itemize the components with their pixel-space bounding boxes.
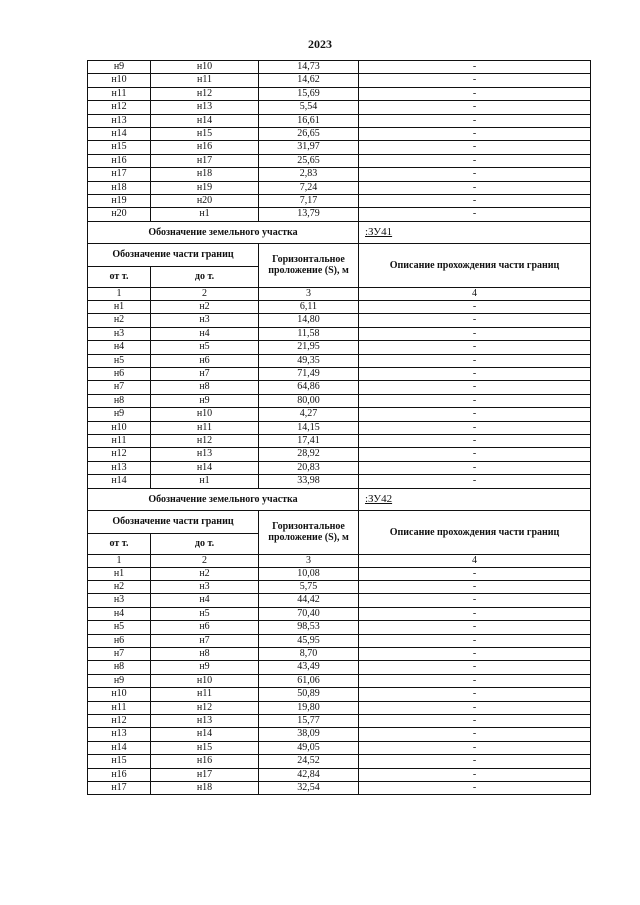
distance-cell: 17,41 <box>259 434 359 447</box>
description-cell: - <box>359 461 591 474</box>
to-point-cell: н8 <box>151 648 259 661</box>
distance-cell: 49,05 <box>259 741 359 754</box>
to-point-cell: н10 <box>151 674 259 687</box>
description-cell: - <box>359 381 591 394</box>
table-row <box>88 208 591 221</box>
distance-cell: 15,69 <box>259 87 359 100</box>
description-cell: - <box>359 354 591 367</box>
from-point-cell: н8 <box>88 661 151 674</box>
table-row <box>88 782 591 795</box>
from-point-cell: н9 <box>88 408 151 421</box>
table-row <box>88 580 591 593</box>
description-cell: - <box>359 594 591 607</box>
to-point-cell: н12 <box>151 434 259 447</box>
description-cell: - <box>359 648 591 661</box>
description-cell: - <box>359 408 591 421</box>
distance-cell: 42,84 <box>259 768 359 781</box>
distance-cell: 49,35 <box>259 354 359 367</box>
table-row <box>88 154 591 167</box>
from-point-cell: н11 <box>88 87 151 100</box>
distance-cell: 13,79 <box>259 208 359 221</box>
horizontal-distance-header: Горизонтальное проложение (S), м <box>259 243 359 287</box>
from-point-cell: н18 <box>88 181 151 194</box>
from-point-cell: н3 <box>88 594 151 607</box>
description-header: Описание прохождения части границ <box>359 243 591 287</box>
land-plot-code: :ЗУ42 <box>359 488 591 510</box>
from-point-cell: н13 <box>88 461 151 474</box>
from-point-cell: н15 <box>88 141 151 154</box>
table-row <box>88 87 591 100</box>
description-cell: - <box>359 715 591 728</box>
distance-cell: 38,09 <box>259 728 359 741</box>
to-point-cell: н10 <box>151 61 259 74</box>
from-point-cell: н6 <box>88 634 151 647</box>
to-point-cell: н2 <box>151 300 259 313</box>
distance-cell: 33,98 <box>259 475 359 488</box>
description-cell: - <box>359 87 591 100</box>
table-row <box>88 594 591 607</box>
to-point-cell: н3 <box>151 314 259 327</box>
description-cell: - <box>359 181 591 194</box>
description-cell: - <box>359 688 591 701</box>
description-cell: - <box>359 607 591 620</box>
table-row <box>88 448 591 461</box>
distance-cell: 64,86 <box>259 381 359 394</box>
from-point-cell: н7 <box>88 648 151 661</box>
to-point-cell: н19 <box>151 181 259 194</box>
to-point-cell: н11 <box>151 421 259 434</box>
description-cell: - <box>359 661 591 674</box>
table-row <box>88 475 591 488</box>
table-row <box>88 674 591 687</box>
from-point-cell: н5 <box>88 621 151 634</box>
from-point-cell: н13 <box>88 114 151 127</box>
distance-cell: 44,42 <box>259 594 359 607</box>
description-cell: - <box>359 168 591 181</box>
distance-cell: 5,75 <box>259 580 359 593</box>
from-point-cell: н14 <box>88 128 151 141</box>
to-point-cell: н15 <box>151 741 259 754</box>
distance-cell: 31,97 <box>259 141 359 154</box>
description-cell: - <box>359 475 591 488</box>
table-row <box>88 741 591 754</box>
part-designation-header: Обозначение части границ <box>88 510 259 533</box>
description-cell: - <box>359 768 591 781</box>
to-point-cell: н15 <box>151 128 259 141</box>
from-point-cell: н17 <box>88 782 151 795</box>
table-row <box>88 354 591 367</box>
distance-cell: 28,92 <box>259 448 359 461</box>
to-point-cell: н4 <box>151 327 259 340</box>
from-point-cell: н3 <box>88 327 151 340</box>
to-point-cell: н16 <box>151 755 259 768</box>
column-number: 3 <box>259 287 359 300</box>
description-cell: - <box>359 434 591 447</box>
column-number: 1 <box>88 554 151 567</box>
table-row <box>88 434 591 447</box>
from-point-cell: н16 <box>88 768 151 781</box>
section-title-row <box>88 221 591 243</box>
from-point-cell: н15 <box>88 755 151 768</box>
table-row <box>88 768 591 781</box>
table-row <box>88 607 591 620</box>
from-point-cell: н17 <box>88 168 151 181</box>
from-point-cell: н9 <box>88 674 151 687</box>
description-cell: - <box>359 728 591 741</box>
to-point-cell: н1 <box>151 208 259 221</box>
description-cell: - <box>359 195 591 208</box>
to-point-cell: н20 <box>151 195 259 208</box>
header-row <box>88 510 591 533</box>
distance-cell: 32,54 <box>259 782 359 795</box>
column-number: 3 <box>259 554 359 567</box>
table-row <box>88 728 591 741</box>
to-point-cell: н14 <box>151 461 259 474</box>
to-point-cell: н9 <box>151 394 259 407</box>
from-point-cell: н12 <box>88 715 151 728</box>
distance-cell: 15,77 <box>259 715 359 728</box>
to-point-header: до т. <box>151 533 259 554</box>
distance-cell: 21,95 <box>259 341 359 354</box>
distance-cell: 5,54 <box>259 101 359 114</box>
from-point-cell: н8 <box>88 394 151 407</box>
to-point-cell: н8 <box>151 381 259 394</box>
from-point-header: от т. <box>88 266 151 287</box>
to-point-cell: н11 <box>151 688 259 701</box>
to-point-cell: н16 <box>151 141 259 154</box>
distance-cell: 43,49 <box>259 661 359 674</box>
distance-cell: 11,58 <box>259 327 359 340</box>
table-row <box>88 567 591 580</box>
land-plot-label: Обозначение земельного участка <box>88 221 359 243</box>
distance-cell: 14,73 <box>259 61 359 74</box>
table-row <box>88 661 591 674</box>
description-cell: - <box>359 741 591 754</box>
horizontal-distance-header: Горизонтальное проложение (S), м <box>259 510 359 554</box>
description-cell: - <box>359 580 591 593</box>
description-cell: - <box>359 114 591 127</box>
to-point-cell: н11 <box>151 74 259 87</box>
to-point-cell: н5 <box>151 341 259 354</box>
from-point-cell: н14 <box>88 741 151 754</box>
to-point-cell: н2 <box>151 567 259 580</box>
to-point-cell: н6 <box>151 621 259 634</box>
distance-cell: 14,15 <box>259 421 359 434</box>
distance-cell: 45,95 <box>259 634 359 647</box>
table-row <box>88 701 591 714</box>
table-row <box>88 394 591 407</box>
distance-cell: 7,24 <box>259 181 359 194</box>
from-point-cell: н16 <box>88 154 151 167</box>
column-number: 4 <box>359 287 591 300</box>
from-point-cell: н20 <box>88 208 151 221</box>
description-cell: - <box>359 701 591 714</box>
table-row <box>88 648 591 661</box>
column-number: 1 <box>88 287 151 300</box>
description-cell: - <box>359 300 591 313</box>
table-row <box>88 367 591 380</box>
to-point-cell: н18 <box>151 782 259 795</box>
table-row <box>88 381 591 394</box>
distance-cell: 50,89 <box>259 688 359 701</box>
to-point-cell: н13 <box>151 448 259 461</box>
distance-cell: 80,00 <box>259 394 359 407</box>
table-row <box>88 755 591 768</box>
from-point-cell: н19 <box>88 195 151 208</box>
part-designation-header: Обозначение части границ <box>88 243 259 266</box>
description-cell: - <box>359 394 591 407</box>
table-row <box>88 621 591 634</box>
to-point-cell: н17 <box>151 154 259 167</box>
from-point-cell: н2 <box>88 314 151 327</box>
description-cell: - <box>359 154 591 167</box>
from-point-cell: н13 <box>88 728 151 741</box>
description-header: Описание прохождения части границ <box>359 510 591 554</box>
description-cell: - <box>359 621 591 634</box>
description-cell: - <box>359 314 591 327</box>
table-row <box>88 114 591 127</box>
table-row <box>88 181 591 194</box>
description-cell: - <box>359 141 591 154</box>
boundary-table-body <box>88 61 591 795</box>
distance-cell: 24,52 <box>259 755 359 768</box>
from-point-cell: н10 <box>88 688 151 701</box>
table-row <box>88 128 591 141</box>
column-number-row <box>88 554 591 567</box>
column-number: 2 <box>151 287 259 300</box>
description-cell: - <box>359 341 591 354</box>
to-point-cell: н14 <box>151 728 259 741</box>
description-cell: - <box>359 634 591 647</box>
table-row <box>88 461 591 474</box>
description-cell: - <box>359 567 591 580</box>
to-point-cell: н14 <box>151 114 259 127</box>
from-point-cell: н4 <box>88 341 151 354</box>
to-point-cell: н4 <box>151 594 259 607</box>
description-cell: - <box>359 367 591 380</box>
from-point-cell: н2 <box>88 580 151 593</box>
column-number: 2 <box>151 554 259 567</box>
distance-cell: 26,65 <box>259 128 359 141</box>
description-cell: - <box>359 755 591 768</box>
table-row <box>88 300 591 313</box>
from-point-cell: н1 <box>88 567 151 580</box>
distance-cell: 25,65 <box>259 154 359 167</box>
to-point-cell: н12 <box>151 701 259 714</box>
to-point-cell: н7 <box>151 634 259 647</box>
table-row <box>88 634 591 647</box>
description-cell: - <box>359 101 591 114</box>
distance-cell: 61,06 <box>259 674 359 687</box>
distance-cell: 19,80 <box>259 701 359 714</box>
table-row <box>88 327 591 340</box>
to-point-cell: н9 <box>151 661 259 674</box>
description-cell: - <box>359 782 591 795</box>
distance-cell: 14,80 <box>259 314 359 327</box>
from-point-cell: н9 <box>88 61 151 74</box>
land-plot-label: Обозначение земельного участка <box>88 488 359 510</box>
page-number: 2023 <box>308 37 332 51</box>
to-point-cell: н18 <box>151 168 259 181</box>
distance-cell: 7,17 <box>259 195 359 208</box>
description-cell: - <box>359 128 591 141</box>
description-cell: - <box>359 327 591 340</box>
from-point-header: от т. <box>88 533 151 554</box>
to-point-cell: н1 <box>151 475 259 488</box>
description-cell: - <box>359 61 591 74</box>
to-point-cell: н13 <box>151 101 259 114</box>
distance-cell: 2,83 <box>259 168 359 181</box>
from-point-cell: н11 <box>88 434 151 447</box>
distance-cell: 16,61 <box>259 114 359 127</box>
to-point-cell: н6 <box>151 354 259 367</box>
section-title-row <box>88 488 591 510</box>
distance-cell: 14,62 <box>259 74 359 87</box>
description-cell: - <box>359 74 591 87</box>
from-point-cell: н7 <box>88 381 151 394</box>
from-point-cell: н14 <box>88 475 151 488</box>
table-row <box>88 168 591 181</box>
from-point-cell: н1 <box>88 300 151 313</box>
table-row <box>88 421 591 434</box>
from-point-cell: н6 <box>88 367 151 380</box>
to-point-header: до т. <box>151 266 259 287</box>
from-point-cell: н12 <box>88 448 151 461</box>
from-point-cell: н10 <box>88 421 151 434</box>
distance-cell: 98,53 <box>259 621 359 634</box>
table-row <box>88 715 591 728</box>
from-point-cell: н12 <box>88 101 151 114</box>
to-point-cell: н10 <box>151 408 259 421</box>
distance-cell: 4,27 <box>259 408 359 421</box>
distance-cell: 70,40 <box>259 607 359 620</box>
table-row <box>88 408 591 421</box>
to-point-cell: н7 <box>151 367 259 380</box>
table-row <box>88 101 591 114</box>
header-row <box>88 243 591 266</box>
description-cell: - <box>359 674 591 687</box>
from-point-cell: н5 <box>88 354 151 367</box>
description-cell: - <box>359 208 591 221</box>
table-row <box>88 74 591 87</box>
table-row <box>88 195 591 208</box>
to-point-cell: н5 <box>151 607 259 620</box>
table-row <box>88 314 591 327</box>
from-point-cell: н11 <box>88 701 151 714</box>
from-point-cell: н10 <box>88 74 151 87</box>
to-point-cell: н3 <box>151 580 259 593</box>
to-point-cell: н13 <box>151 715 259 728</box>
to-point-cell: н12 <box>151 87 259 100</box>
table-row <box>88 688 591 701</box>
distance-cell: 6,11 <box>259 300 359 313</box>
land-plot-code: :ЗУ41 <box>359 221 591 243</box>
distance-cell: 8,70 <box>259 648 359 661</box>
description-cell: - <box>359 448 591 461</box>
column-number-row <box>88 287 591 300</box>
boundary-table <box>87 60 591 795</box>
distance-cell: 71,49 <box>259 367 359 380</box>
distance-cell: 20,83 <box>259 461 359 474</box>
distance-cell: 10,08 <box>259 567 359 580</box>
table-row <box>88 341 591 354</box>
to-point-cell: н17 <box>151 768 259 781</box>
description-cell: - <box>359 421 591 434</box>
table-row <box>88 61 591 74</box>
table-row <box>88 141 591 154</box>
column-number: 4 <box>359 554 591 567</box>
from-point-cell: н4 <box>88 607 151 620</box>
